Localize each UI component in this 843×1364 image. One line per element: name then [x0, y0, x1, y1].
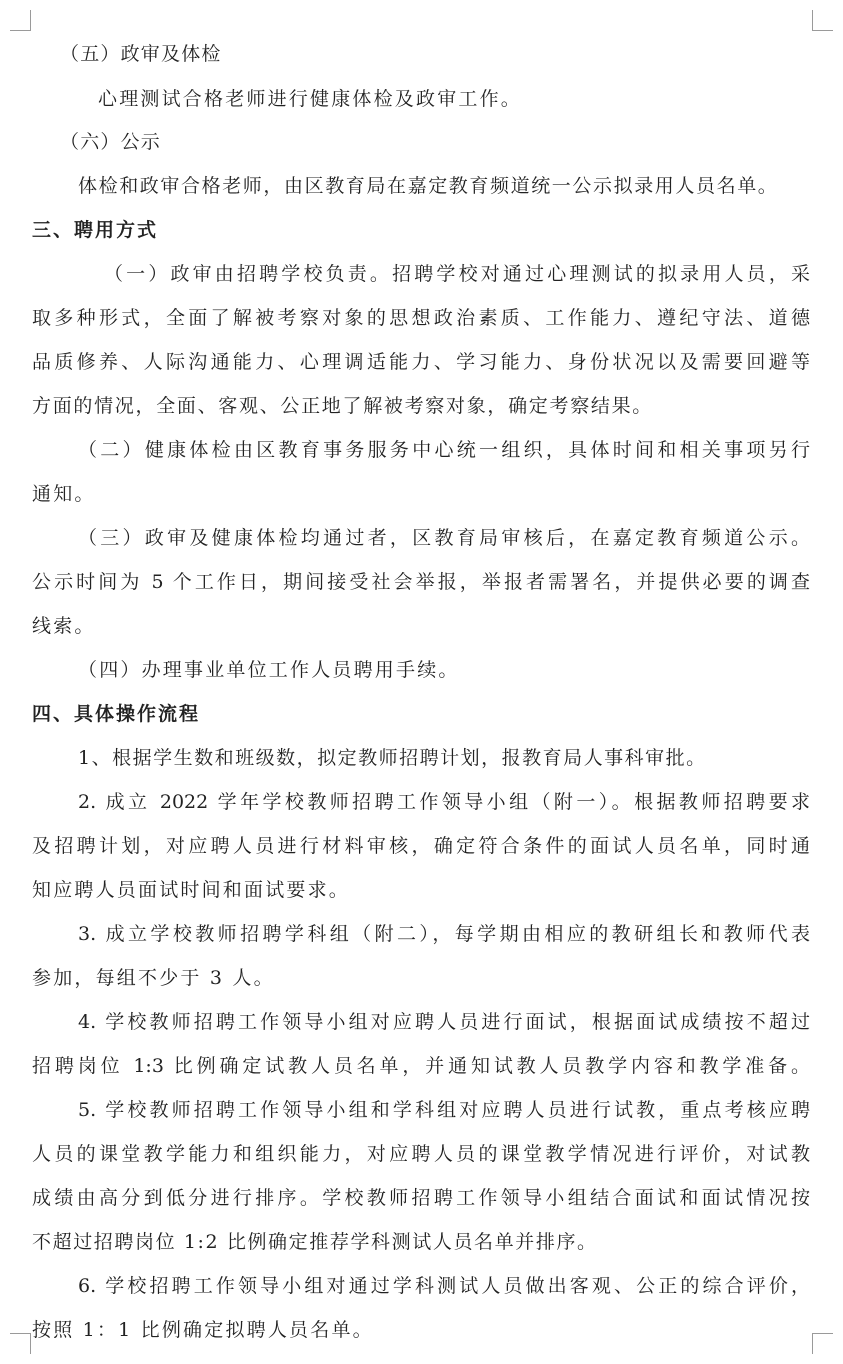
paragraph-line: 4. 学校教师招聘工作领导小组对应聘人员进行面试，根据面试成绩按不超过	[78, 1011, 810, 1033]
paragraph-line: 方面的情况，全面、客观、公正地了解被考察对象，确定考察结果。	[32, 395, 654, 417]
crop-mark-top-right	[812, 10, 833, 31]
subheading-five: （五）政审及体检	[60, 43, 222, 65]
crop-mark-bottom-right	[812, 1333, 833, 1354]
paragraph-line: 2. 成立 2022 学年学校教师招聘工作领导小组（附一）。根据教师招聘要求	[78, 791, 810, 813]
paragraph-line: 按照 1：1 比例确定拟聘人员名单。	[32, 1319, 374, 1341]
paragraph-line: 6. 学校招聘工作领导小组对通过学科测试人员做出客观、公正的综合评价，	[78, 1275, 810, 1297]
paragraph-line: 3. 成立学校教师招聘学科组（附二），每学期由相应的教研组长和教师代表	[78, 923, 810, 945]
paragraph-line: 体检和政审合格老师，由区教育局在嘉定教育频道统一公示拟录用人员名单。	[78, 175, 779, 197]
paragraph-line: 招聘岗位 1:3 比例确定试教人员名单，并通知试教人员教学内容和教学准备。	[32, 1055, 810, 1077]
crop-mark-top-left	[10, 10, 31, 31]
paragraph-line: 线索。	[32, 615, 96, 637]
paragraph-line: 心理测试合格老师进行健康体检及政审工作。	[98, 88, 523, 110]
section-heading-procedure: 四、具体操作流程	[32, 703, 201, 725]
paragraph-line: 通知。	[32, 483, 96, 505]
paragraph-line: 5. 学校教师招聘工作领导小组和学科组对应聘人员进行试教，重点考核应聘	[78, 1099, 810, 1121]
section-heading-employment: 三、聘用方式	[32, 219, 159, 241]
paragraph-line: 及招聘计划，对应聘人员进行材料审核，确定符合条件的面试人员名单，同时通	[32, 835, 810, 857]
paragraph-line: （四）办理事业单位工作人员聘用手续。	[78, 659, 460, 681]
paragraph-line: 知应聘人员面试时间和面试要求。	[32, 879, 351, 901]
paragraph-line: 1、根据学生数和班级数，拟定教师招聘计划，报教育局人事科审批。	[78, 747, 707, 769]
subheading-six: （六）公示	[60, 131, 162, 153]
paragraph-line: （二）健康体检由区教育事务服务中心统一组织，具体时间和相关事项另行	[78, 439, 810, 461]
crop-mark-bottom-left	[10, 1333, 31, 1354]
paragraph-line: 人员的课堂教学能力和组织能力，对应聘人员的课堂教学情况进行评价，对试教	[32, 1143, 810, 1165]
paragraph-line: 不超过招聘岗位 1:2 比例确定推荐学科测试人员名单并排序。	[32, 1231, 598, 1253]
paragraph-line: 公示时间为 5 个工作日，期间接受社会举报，举报者需署名，并提供必要的调查	[32, 571, 810, 593]
paragraph-line: 成绩由高分到低分进行排序。学校教师招聘工作领导小组结合面试和面试情况按	[32, 1187, 810, 1209]
paragraph-line: 参加，每组不少于 3 人。	[32, 967, 275, 989]
paragraph-line: （一）政审由招聘学校负责。招聘学校对通过心理测试的拟录用人员，采	[104, 263, 810, 285]
paragraph-line: （三）政审及健康体检均通过者，区教育局审核后，在嘉定教育频道公示。	[78, 527, 810, 549]
paragraph-line: 取多种形式，全面了解被考察对象的思想政治素质、工作能力、遵纪守法、道德	[32, 307, 810, 329]
paragraph-line: 品质修养、人际沟通能力、心理调适能力、学习能力、身份状况以及需要回避等	[32, 351, 810, 373]
